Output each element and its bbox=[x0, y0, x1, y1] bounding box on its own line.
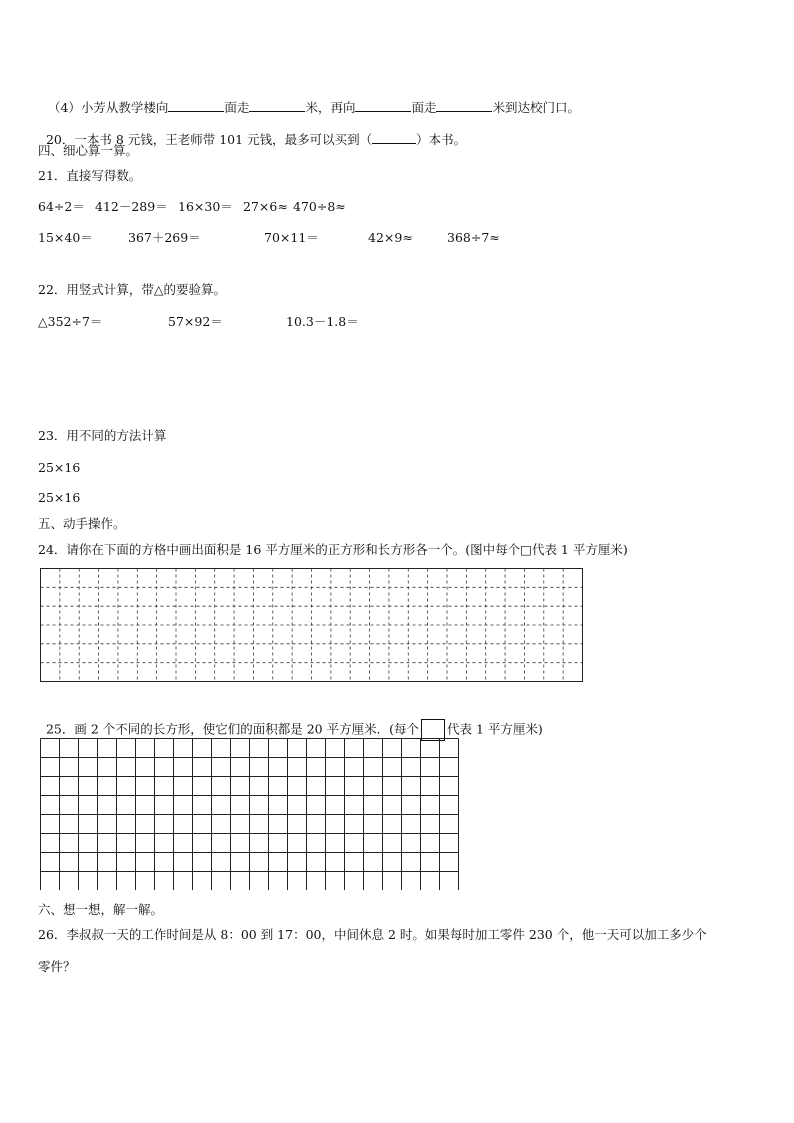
q19-text-3: 米，再向 bbox=[305, 100, 356, 115]
q25-text-a: 25．画 2 个不同的长方形，使它们的面积都是 20 平方厘米．(每个 bbox=[45, 721, 419, 737]
question-25-title bbox=[38, 703, 543, 741]
answer-blank[interactable] bbox=[355, 100, 411, 112]
question-26-line1: 26．李叔叔一天的工作时间是从 8：00 到 17：00，中间休息 2 时。如果每时加工零件 230 个，他一天可以加工多少个 bbox=[38, 927, 707, 942]
q19-text-2: 面走 bbox=[224, 100, 250, 115]
q21-item: 70×11＝ bbox=[264, 230, 319, 245]
q22-item: △352÷7＝ bbox=[38, 314, 103, 329]
question-26-line2: 零件？ bbox=[38, 959, 76, 974]
q25-text-b: 代表 1 平方厘米) bbox=[447, 721, 543, 737]
section-5-heading: 五、动手操作。 bbox=[38, 516, 126, 531]
question-21-title: 21．直接写得数。 bbox=[38, 168, 142, 183]
question-19-4 bbox=[40, 84, 580, 116]
q21-item: 470÷8≈ bbox=[293, 199, 346, 214]
q21-item: 42×9≈ bbox=[368, 230, 413, 245]
q25-square-grid[interactable] bbox=[40, 738, 460, 890]
q24-dashed-grid[interactable] bbox=[40, 568, 584, 683]
q21-item: 64÷2＝ bbox=[38, 199, 85, 214]
q21-item: 16×30＝ bbox=[178, 199, 233, 214]
section-6-heading: 六、想一想，解一解。 bbox=[38, 902, 164, 917]
q19-text-4: 面走 bbox=[411, 100, 437, 115]
section-4-heading: 四、细心算一算。 bbox=[38, 143, 139, 158]
q23-item: 25×16 bbox=[38, 460, 81, 475]
question-24-title: 24．请你在下面的方格中画出面积是 16 平方厘米的正方形和长方形各一个。(图中每个□代表 1 平方厘米) bbox=[38, 542, 628, 557]
answer-blank[interactable] bbox=[436, 100, 492, 112]
answer-blank[interactable] bbox=[249, 100, 305, 112]
q22-item: 10.3－1.8＝ bbox=[286, 314, 359, 329]
q22-item: 57×92＝ bbox=[168, 314, 223, 329]
question-22-title: 22．用竖式计算，带△的要验算。 bbox=[38, 282, 227, 297]
q21-item: 15×40＝ bbox=[38, 230, 93, 245]
q21-item: 367＋269＝ bbox=[128, 230, 201, 245]
answer-blank[interactable] bbox=[372, 132, 416, 144]
q20-suffix: ）本书。 bbox=[416, 132, 467, 147]
answer-blank[interactable] bbox=[168, 100, 224, 112]
q21-item: 412－289＝ bbox=[95, 199, 168, 214]
q21-item: 27×6≈ bbox=[243, 199, 288, 214]
question-23-title: 23．用不同的方法计算 bbox=[38, 428, 167, 443]
q19-text-5: 米到达校门口。 bbox=[492, 100, 580, 115]
q23-item: 25×16 bbox=[38, 490, 81, 505]
q19-text-1: （4）小芳从教学楼向 bbox=[47, 100, 169, 115]
q21-item: 368÷7≈ bbox=[447, 230, 500, 245]
q20-text: 20．一本书 8 元钱，王老师带 101 元钱，最多可以买到（ bbox=[45, 132, 373, 147]
